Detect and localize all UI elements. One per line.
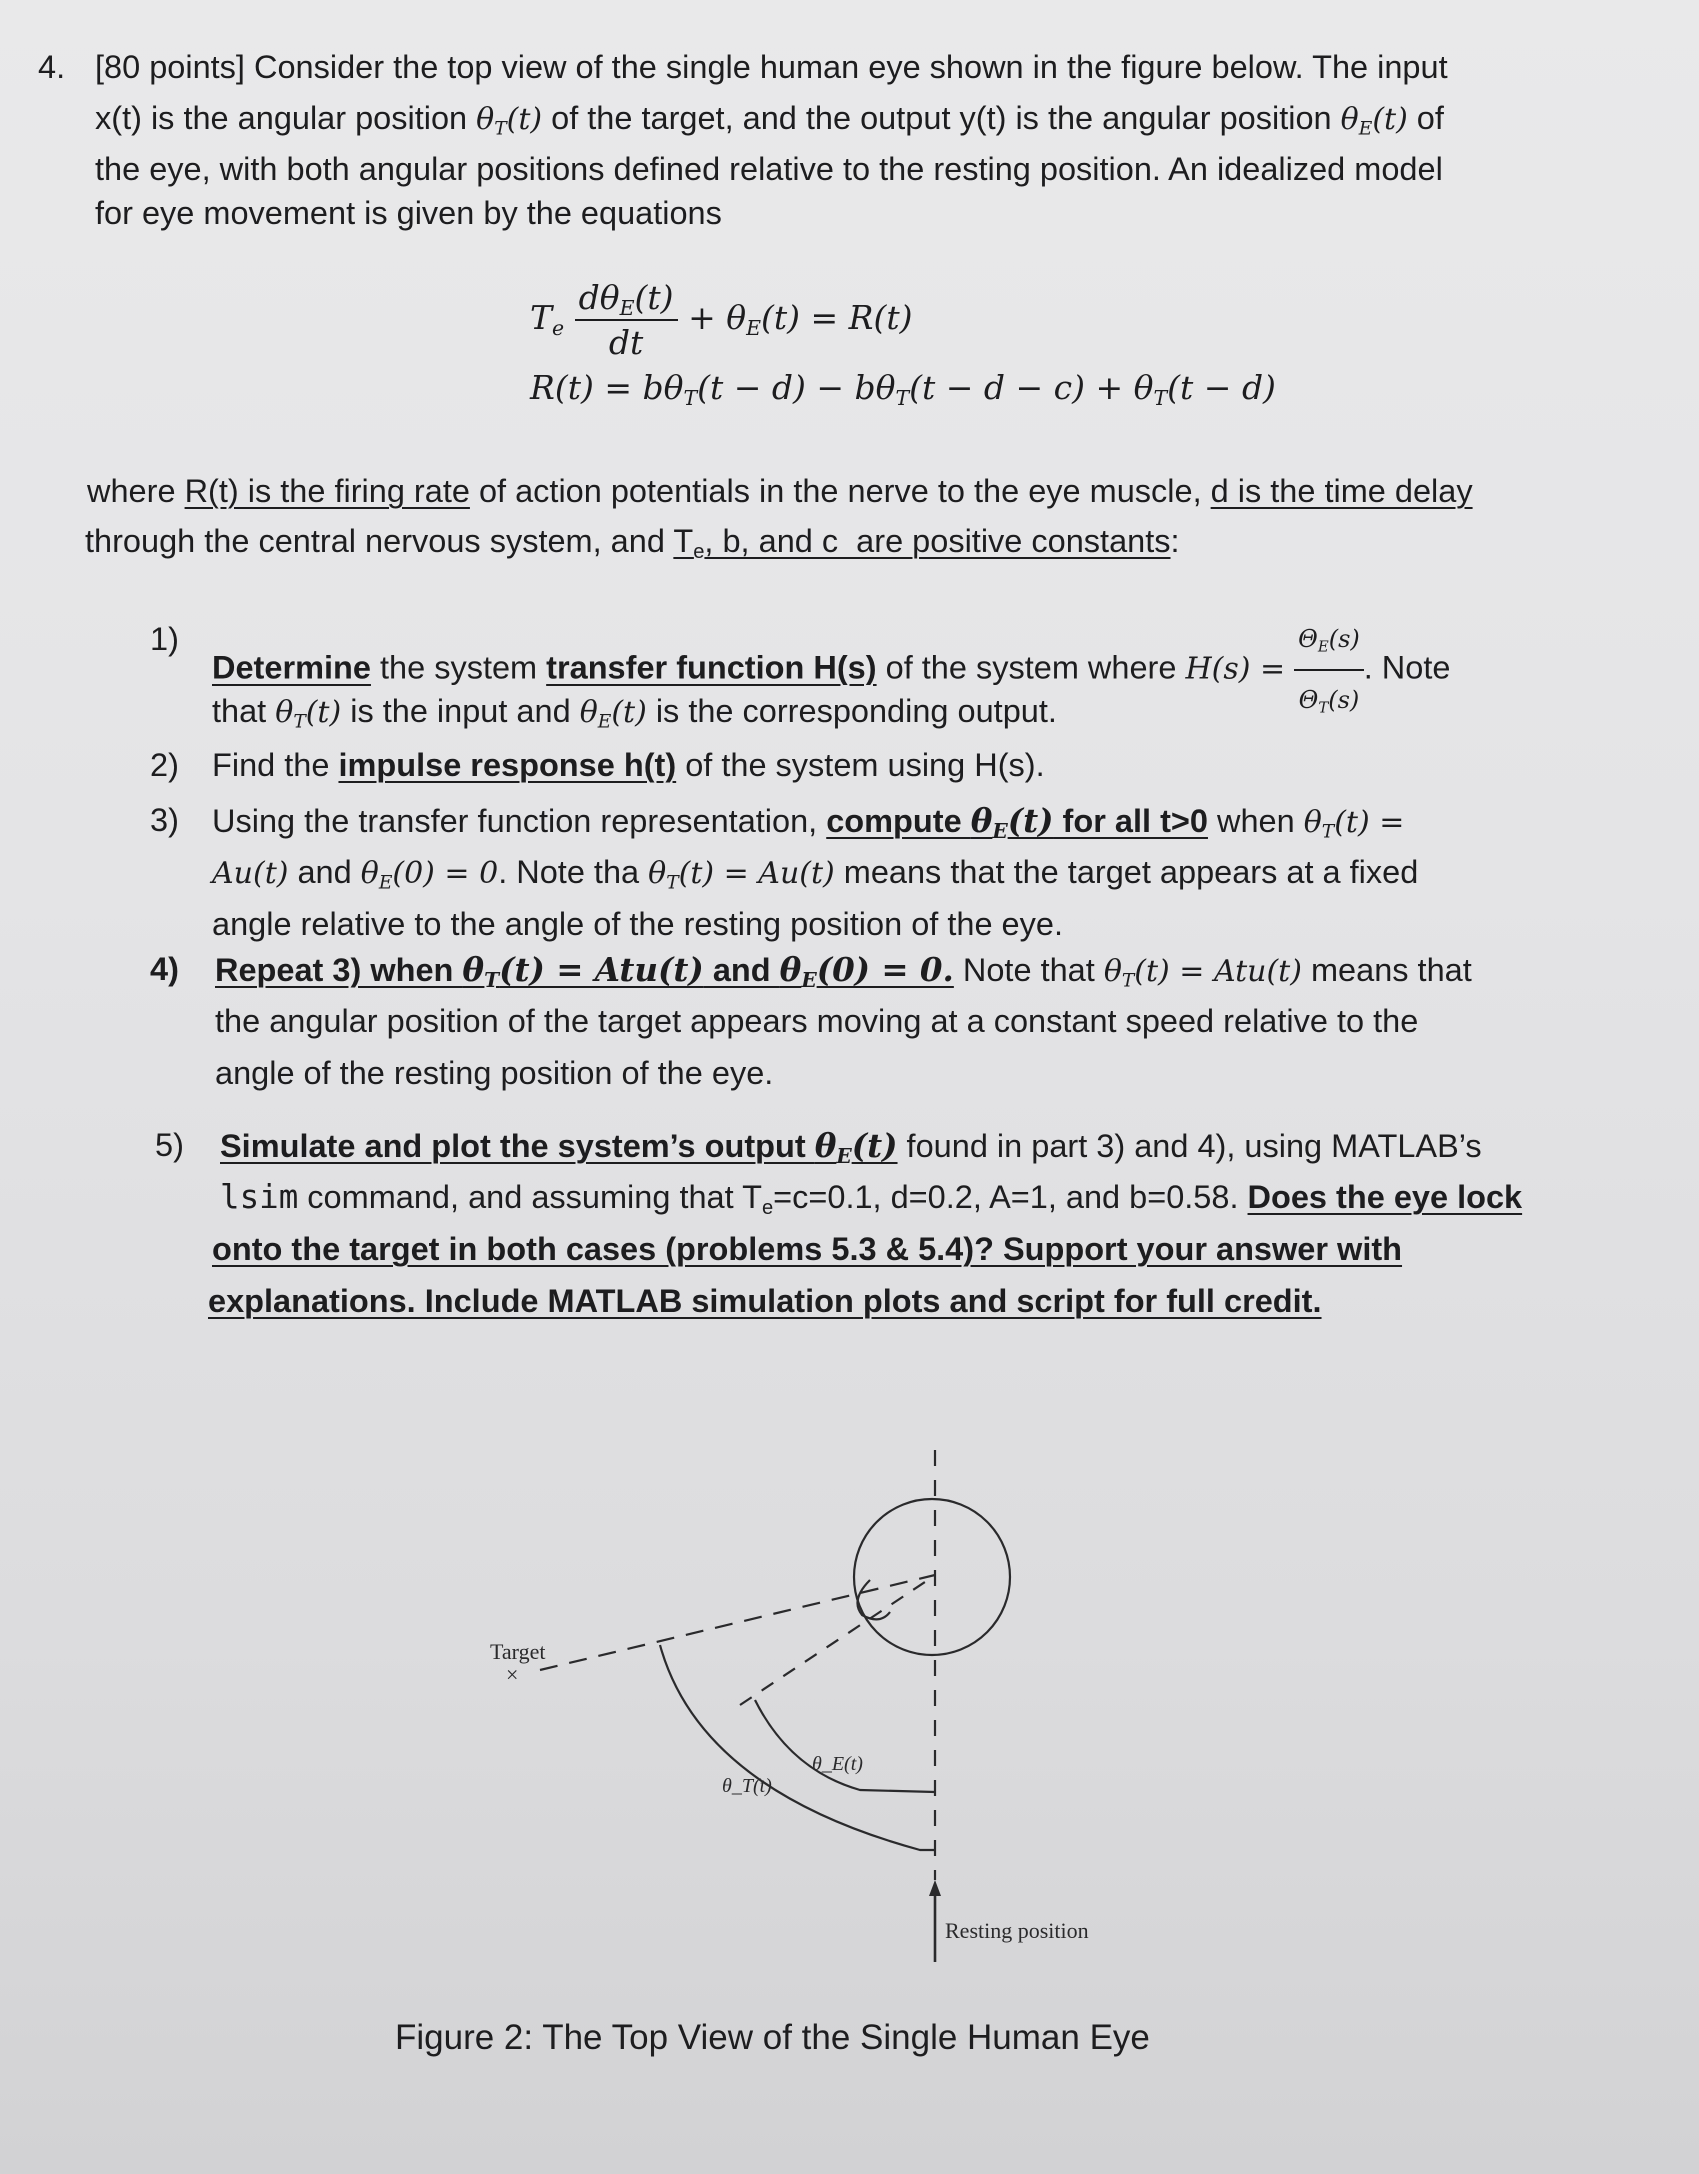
where-line-1: where R(t) is the firing rate of action potentials in the nerve to the eye muscle, d is the time delay — [87, 473, 1473, 509]
theta-t-arc — [660, 1645, 935, 1850]
where-line-2: through the central nervous system, and $T_e$, b, and c are positive constants: — [85, 523, 1180, 564]
theta-t-label: θ_T(t) — [722, 1775, 772, 1797]
theta-e-label: θ_E(t) — [812, 1753, 863, 1775]
theta-e-arc — [755, 1700, 935, 1792]
target-label: Target — [490, 1639, 546, 1664]
intro-line-3: the eye, with both angular positions defined relative to the resting position. An idealized model — [95, 151, 1443, 187]
target-x-marker: × — [506, 1662, 519, 1687]
resting-position-label: Resting position — [945, 1918, 1089, 1943]
intro-line-2: x(t) is the angular position $\theta_T(t)$ of the target, and the output y(t) is the angular position $\theta_E(t)$ of — [95, 100, 1444, 140]
target-gaze-line — [540, 1575, 935, 1670]
equation-1: $T_e$ $\frac{d\theta_E(t)}{dt}$ + $\theta_E(t) = R(t)$ — [530, 278, 913, 362]
resting-arrow-head — [929, 1880, 941, 1896]
eye-circle — [854, 1499, 1010, 1655]
problem-number: 4. — [38, 49, 66, 85]
intro-line-1: [80 points] Consider the top view of the single human eye shown in the figure below. The input — [95, 49, 1448, 85]
equation-2: $R(t) = b\theta_T(t - d) - b\theta_T(t - d - c) + \theta_T(t - d)$ — [530, 368, 1276, 411]
intro-line-4: for eye movement is given by the equations — [95, 195, 722, 231]
homework-page: 4. [80 points] Consider the top view of the single human eye shown in the figure below. The input x(t) is the angular position $\theta_T(t)$ of the target, and the output y(t) is the angular position $\theta_E(t)$ of the eye, with both angular positions defined relative to the resting position. An idealized model for eye movement is given by the equations $T_e$ $\frac{d\theta_E(t)}{dt}$ + $\theta_E(t) = R(t)$ $R(t) = b\theta_T(t - d) - b\theta_T(t - d - c) + \theta_T(t - d)$ where R(t) is the firing rate of action potentials in the nerve to the eye muscle, d is the time delay through the central nervous system, and $T_e$, b, and c are positive constants: 1) Determine the system transfer function H(s) of the system where H(s) = $\frac{\Theta_E(s)}{\Theta_T(s)}$ . Note that $\theta_T(t)$ is the input and $\theta_E(t)$ is the corresponding output. 2) Find the impulse response h(t) of the system using H(s). 3) Using the transfer function representation, compute $\theta_E(t)$ for all t>0 when $\theta_T(t)$ = Au(t) and $\theta_E(0) = 0$. Note tha $\theta_T(t) = Au(t)$ means that the target appears at a fixed angle relative to the angle of the resting position of the eye. 4) Repeat 3) when $\theta_T(t) = Atu(t)$ and $\theta_E(0) = 0$. Note that $\theta_T(t) = Atu(t)$ means that the angular position of the target appears moving at a constant speed relative to the angle of the resting position of the eye. 5) Simulate and plot the system’s output $\theta_E(t)$ found in part 3) and 4), using MATLAB’s lsim command, and assuming that $T_e=c=0.1$, d=0.2, A=1, and b=0.58. Does the eye lock onto the target in both cases (problems 5.3 & 5.4)? Support your answer with explanations. Include MATLAB simulation plots and script for full credit. × Target θ_T(t) θ_E(t) Resting position Figure 2: The Top View of the Single Human Eye — [0, 0, 1699, 2174]
figure-caption: Figure 2: The Top View of the Single Human Eye — [395, 2018, 1150, 2057]
